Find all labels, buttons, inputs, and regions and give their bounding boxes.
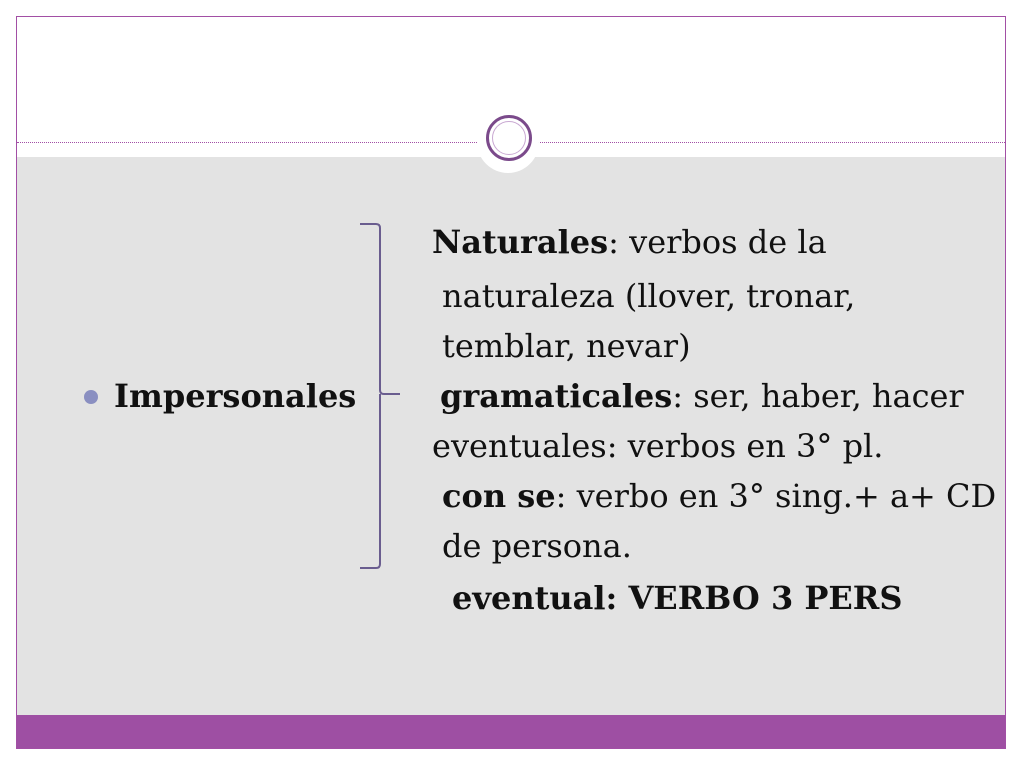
line-con-se-term: con se	[442, 477, 556, 515]
line-gramaticales-term: gramaticales	[440, 377, 673, 415]
line-gramaticales-rest: : ser, haber, hacer	[672, 377, 964, 415]
brace-icon	[360, 222, 400, 570]
line-naturales-rest: : verbos de la	[608, 223, 827, 261]
line-naturales	[432, 223, 827, 261]
line-de-persona	[442, 527, 632, 565]
circle-ornament-icon	[486, 115, 532, 161]
line-temblar-text: temblar, nevar)	[442, 327, 691, 365]
line-eventuales-text: eventuales: verbos en 3° pl.	[432, 427, 884, 465]
bullet-impersonales: Impersonales	[114, 377, 357, 415]
line-temblar	[442, 327, 691, 365]
slide-footer-band	[17, 715, 1005, 748]
line-eventuales	[432, 427, 884, 465]
bullet-dot	[84, 390, 98, 404]
line-con-se-rest: : verbo en 3° sing.+ a+ CD	[555, 477, 997, 515]
line-de-persona-text: de persona.	[442, 527, 632, 565]
line-naturaleza-text: naturaleza (llover, tronar,	[442, 277, 856, 315]
line-eventual	[452, 579, 903, 617]
line-naturaleza	[442, 277, 856, 315]
line-gramaticales	[440, 377, 964, 415]
line-con-se	[442, 477, 997, 515]
line-naturales-term: Naturales	[432, 223, 609, 261]
line-eventual-term: eventual: VERBO 3 PERS	[452, 579, 903, 617]
